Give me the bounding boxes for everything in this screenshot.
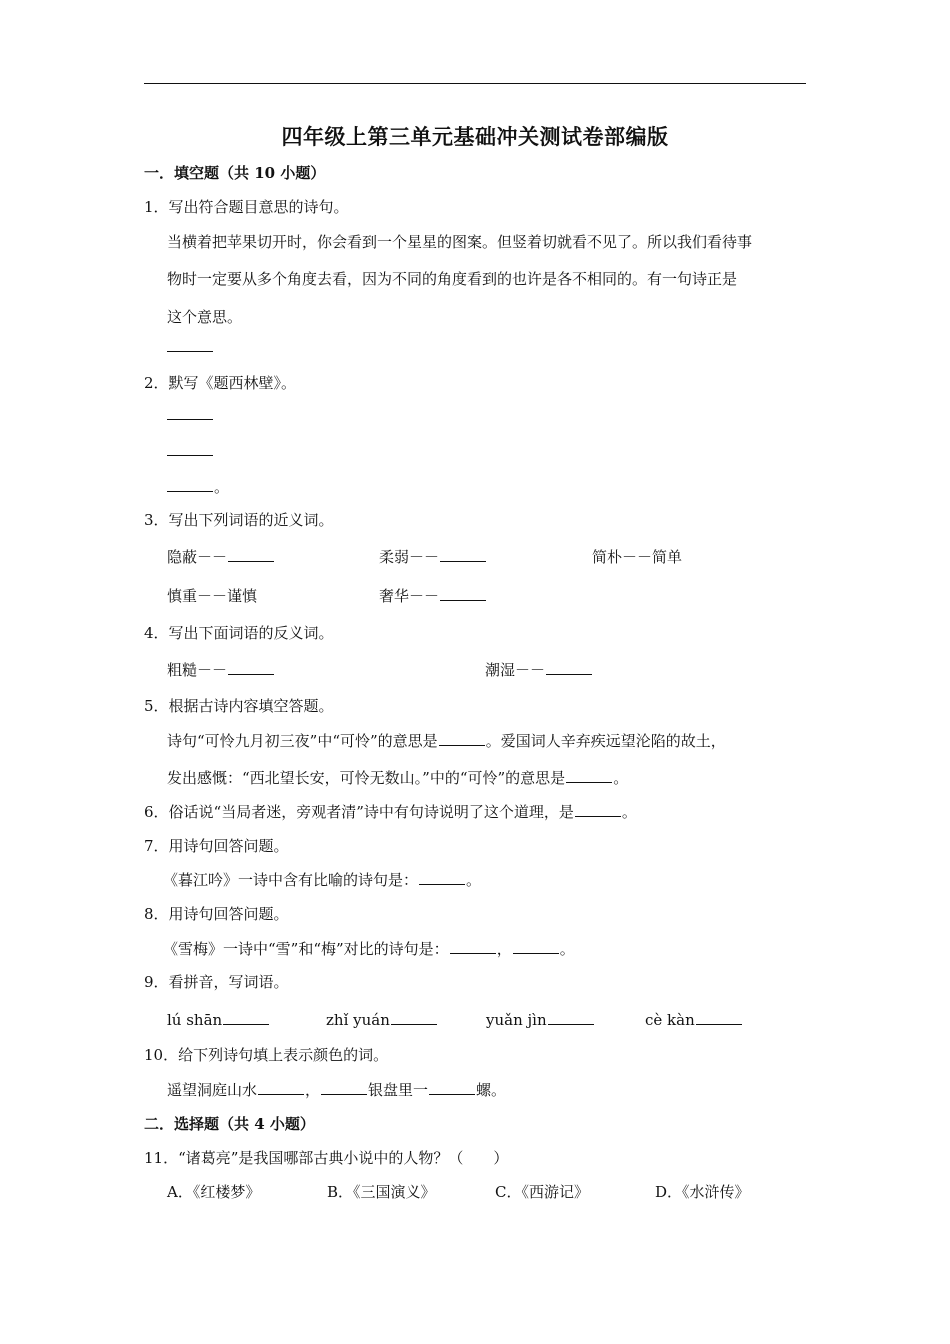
question-8-line[interactable]: 《雪梅》一诗中“雪”和“梅”对比的诗句是： ， 。 <box>163 940 575 958</box>
question-5-stem: 5．根据古诗内容填空答题。 <box>144 697 334 715</box>
question-1-text-line: 这个意思。 <box>167 308 243 326</box>
question-5-line[interactable]: 诗句“可怜九月初三夜”中“可怜”的意思是 。爱国词人辛弃疾远望沦陷的故土， <box>167 732 726 750</box>
pinyin-item[interactable]: yuǎn jìn <box>486 1009 595 1031</box>
antonym-item[interactable]: 潮湿－－ <box>485 659 593 681</box>
synonym-item[interactable]: 柔弱－－ <box>379 546 487 568</box>
synonym-item: 慎重－－谨慎 <box>167 587 258 605</box>
question-7-stem: 7．用诗句回答问题。 <box>144 837 289 855</box>
synonym-item: 简朴－－简单 <box>592 548 683 566</box>
pinyin-item[interactable]: cè kàn <box>645 1009 743 1031</box>
page-title: 四年级上第三单元基础冲关测试卷部编版 <box>281 124 669 149</box>
option-c[interactable]: C．《西游记》 <box>495 1183 589 1201</box>
question-9-stem: 9．看拼音，写词语。 <box>144 973 289 991</box>
pinyin-item[interactable]: lú shān <box>167 1009 270 1031</box>
answer-blank[interactable] <box>166 404 214 426</box>
question-5-line[interactable]: 发出感慨：“西北望长安，可怜无数山。”中的“可怜”的意思是 。 <box>167 769 629 787</box>
answer-blank-line[interactable]: 。 <box>166 476 229 498</box>
question-11-stem: 11．“诸葛亮”是我国哪部古典小说中的人物？（ ） <box>144 1149 509 1167</box>
question-7-line[interactable]: 《暮江吟》一诗中含有比喻的诗句是： 。 <box>163 871 482 889</box>
question-8-stem: 8．用诗句回答问题。 <box>144 905 289 923</box>
option-b[interactable]: B．《三国演义》 <box>327 1183 436 1201</box>
question-2-stem: 2．默写《题西林壁》。 <box>144 374 297 392</box>
antonym-item[interactable]: 粗糙－－ <box>167 659 275 681</box>
question-3-stem: 3．写出下列词语的近义词。 <box>144 511 334 529</box>
answer-blank[interactable] <box>166 440 214 462</box>
section-heading-fill-in: 一．填空题（共 10 小题） <box>144 164 326 182</box>
header-rule <box>144 83 806 84</box>
synonym-item[interactable]: 隐蔽－－ <box>167 546 275 568</box>
question-1-text-line: 物时一定要从多个角度去看，因为不同的角度看到的也许是各不相同的。有一句诗正是 <box>167 270 738 288</box>
question-1-text-line: 当横着把苹果切开时，你会看到一个星星的图案。但竖着切就看不见了。所以我们看待事 <box>167 233 753 251</box>
pinyin-item[interactable]: zhǐ yuán <box>326 1009 438 1031</box>
question-10-line[interactable]: 遥望洞庭山水 ， 银盘里一 螺。 <box>167 1081 507 1099</box>
question-10-stem: 10．给下列诗句填上表示颜色的词。 <box>144 1046 389 1064</box>
option-a[interactable]: A．《红楼梦》 <box>167 1183 261 1201</box>
question-4-stem: 4．写出下面词语的反义词。 <box>144 624 334 642</box>
synonym-item[interactable]: 奢华－－ <box>379 585 487 607</box>
section-heading-choice: 二．选择题（共 4 小题） <box>144 1115 315 1133</box>
option-d[interactable]: D．《水浒传》 <box>655 1183 750 1201</box>
question-1-stem: 1．写出符合题目意思的诗句。 <box>144 198 349 216</box>
answer-blank[interactable] <box>166 336 214 358</box>
question-6[interactable]: 6．俗话说“当局者迷，旁观者清”诗中有句诗说明了这个道理，是 。 <box>144 803 637 821</box>
